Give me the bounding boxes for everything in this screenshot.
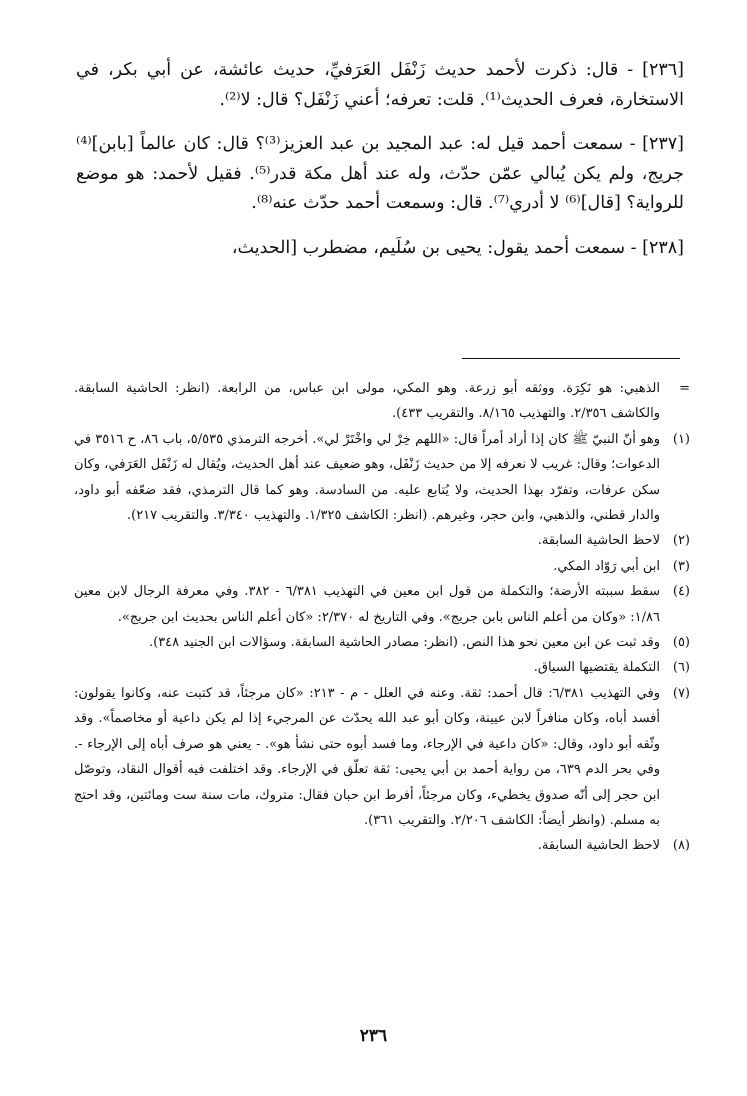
footnote-text: وهو أنّ النبيّ ﷺ كان إذا أراد أمراً قال: «اللهم خِرْ لي واخْتَرْ لي». أخرجه الترمذي ٥/٥٣٥، باب ٨٦، ح ٣٥١٦ في الدعوات؛ وقال: غريب لا نعرفه إلا من حديث زَنْفَل، وهو ضعيف عند أهل الحديث، ويُقال له زَنْفَل العَرَفي، وكان سكن عرفات، وتفرّد بهذا الحديث، ولا يُتابع عليه. من السادسة. وهو كما قال الترمذي، فقد ضعّفه أبو داود، والدار قطني، والذهبي، وابن حجر، وغيرهم. (انظر: الكاشف ١/٣٢٥. والتهذيب ٣/٣٤٠. والتقريب ٢١٧).	[74, 431, 660, 524]
paragraph-237: [٢٣٧] - سمعت أحمد قيل له: عبد المجيد بن عبد العزيز⁽³⁾؟ قال: كان عالماً [بابن]⁽⁴⁾ جريج، ولم يكن يُبالي عمّن حدّث، وله عند أهل مكة قدر⁽⁵⁾. فقيل لأحمد: هو موضع للرواية؟ [قال]⁽⁶⁾ لا أدري⁽⁷⁾. قال: وسمعت أحمد حدّث عنه⁽⁸⁾.	[76, 134, 685, 213]
footnote-text: التكملة يقتضيها السياق.	[533, 660, 660, 676]
footnote-number: (٥)	[672, 635, 690, 651]
paragraph-236: [٢٣٦] - قال: ذكرت لأحمد حديث زَنْفَل العَرَفيِّ، حديث عائشة، عن أبي بكر، في الاستخارة، فعرف الحديث⁽¹⁾. قلت: تعرفه؛ أعني زَنْفَل؟ قال: لا⁽²⁾.	[76, 60, 684, 110]
footnote-text: الذهبي: هو نَكِرَة. ووثقه أبو زرعة. وهو المكي، مولى ابن عباس، من الرابعة. (انظر: الحاشية السابقة. والكاشف ٢/٣٥٦. والتهذيب ٨/١٦٥. والتقريب ٤٣٣).	[74, 381, 660, 422]
footnote-text: لاحظ الحاشية السابقة.	[537, 838, 660, 854]
footnote-number: (٦)	[672, 660, 690, 676]
footnote-5	[74, 630, 690, 655]
footnote-text: ابن أبي رَوّاد المكي.	[553, 558, 660, 574]
footnote-marker: =	[679, 381, 690, 396]
footnote-7	[74, 681, 690, 833]
footnote-8	[74, 833, 690, 858]
footnote-number: (١)	[672, 431, 690, 447]
footnote-number: (٤)	[672, 584, 690, 600]
footnote-6	[74, 655, 690, 680]
footnote-number: (٣)	[672, 558, 690, 574]
paragraph-238: [٢٣٨] - سمعت أحمد يقول: يحيى بن سُلَيم، مضطرب [الحديث،	[231, 237, 684, 258]
main-text	[76, 56, 684, 278]
footnote-text: وفي التهذيب ٦/٣٨١: قال أحمد: ثقة. وعنه في العلل - م - ٢١٣: «كان مرجئاً، قد كتبت عنه، وكانوا يقولون: أفسد أباه، وكان منافراً لابن عيينة، وكان أبو عبد الله يحدّث عن المرجيء إذا لم يكن داعية أو مخاصماً». وقد وثّقه أبو داود، وقال: «كان داعية في الإرجاء، وما فسد أبوه حتى نشأ هو». - يعني هو صرف أباه إلى الإرجاء -. وفي بحر الدم ٦٣٩، من رواية أحمد بن أبي يحيى: ثقة تعلّق في الإرجاء. وقد اختلفت فيه أقوال النقاد، وتوصّل ابن حجر إلى أنّه صدوق يخطيء، وكان مرجئاً، أفرط ابن حبان فقال: متروك، مات سنة ست ومائتين، وقد احتج به مسلم. (وانظر أيضاً: الكاشف ٢/٢٠٦. والتقريب ٣٦١).	[74, 685, 661, 828]
footnote-1	[74, 427, 690, 529]
footnote-text: سقط سببته الأرضة؛ والتكملة من قول ابن معين في التهذيب ٦/٣٨١ - ٣٨٢. وفي معرفة الرجال لابن معين ١/٨٦: «وكان من أعلم الناس بابن جريج». وفي التاريخ له ٢/٣٧٠: «كان أعلم الناس بحديث ابن جريج».	[74, 584, 660, 625]
footnote-3	[74, 554, 690, 579]
footnote-continuation	[74, 376, 690, 427]
footnote-text: وقد ثبت عن ابن معين نحو هذا النص. (انظر: مصادر الحاشية السابقة. وسؤالات ابن الجنيد ٣٤٨).	[148, 635, 660, 651]
footnote-number: (٧)	[672, 685, 690, 701]
footnote-4	[74, 579, 690, 630]
footnote-number: (٢)	[672, 533, 690, 549]
page-number: ٢٣٦	[359, 1026, 388, 1046]
footnote-2	[74, 528, 690, 553]
footnote-separator	[462, 358, 680, 359]
footnote-text: لاحظ الحاشية السابقة.	[537, 533, 660, 549]
footnote-number: (٨)	[672, 838, 690, 854]
footnotes	[74, 376, 690, 859]
